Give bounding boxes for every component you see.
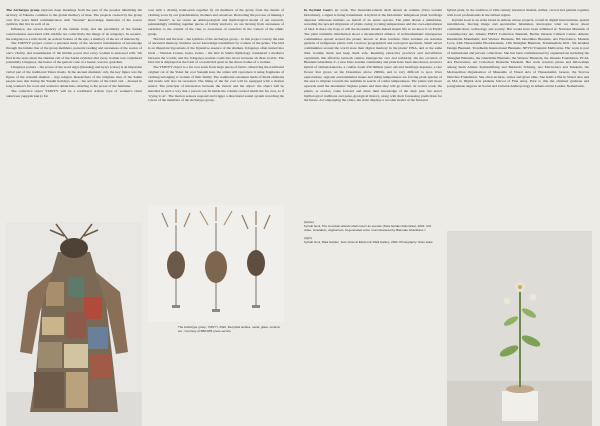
figure-caption: The Archetype group, YMNYY, 2022, Recycled textiles, metal, glass, ceramic etc., Courtesy of BBCH55 press service [178,325,281,333]
paragraph: Influence, the sacred memory of the female body, and the peculiarity of the female consciousness associated with wildlife are collectively the image of an udagança. In esoteric, the udagança is a relic motif, an archaic feature of the epic, a memory of the era of matriarchy. [6,27,142,41]
lead-heading: In Kyriaki Goni [304,8,331,12]
caption-label: (right) [304,236,312,240]
paragraph: Kyriaki Goni is an artist based in Athens whose projects, rooted in digital interventions, spatial installations, moving image and speculative fabulation, interrogate what we know about communication, technology and society. Her works have been exhibited at: National Museum of Contemporary Art, Athens; EMST Collection Telekom, Berlin; Onassis Cultural Centre, Athens; Kunsthalle Mannheim; 2nd Warsaw Biennale, 8th Gherdëina Biennale, Ars Electronica, Modern Love, 24th Thessaloniki Photobiennale, 13th Shanghai Biennale, Transmediale 2021, 5th Istanbul Design Biennial, Trondheim International Biennale, NEVO Triennial Melbourne. Her work is part of institutional and private collections. She has been commissioned by organisations including the Shanghai Biennale, the Gherdëina Biennale, the Warsaw Biennale, the Onassis Foundation, PCAI, Ars Electronica, Art Collection Deutsche Telekom. Her work receives prizes and fellowships among them Allianz Kulturstiftung and Bernardo Schiwig, Ars Electronica and Telekom, the Metropolitan Organisation of Museums of Visual Arts of Thessaloniki, Greece, the Stavros Niarchos Foundation. She often lectures, writes and gives talks. She holds a BA in Visual Arts and an MA in Digital Arts (Athens School of Fine Arts). Prior to this she obtained graduate and postgraduate degrees on Social and Cultural Anthropology in Athens and in Leiden, Netherlands. [447,17,589,88]
paragraph: The bird and the nest – the symbols of the Archetype group – in this project convey the idea of ancestral memory, intuitive secret knowledge transmitted by women of the genus. The bird is an important hypostasis of the figurative essence of the shaman. Udagança often turned into birds – Siberian Cranes, loons, swans – the bird in Sakha mythology considered a mediator between the worlds; and the Udagança-woman could also move between all three worlds. The bird cult is displayed in the form of a totem bird spirit in the ritual clothes of a woman. [148,36,284,65]
bird-objects-illustration [148,205,284,322]
bird-objects-photo [148,205,284,322]
paragraph: hybrid plant, in the tradition of 19th-century botanical models, milled, carved and painted together with local professionals in the Ortisei region. [447,8,589,17]
paragraph-text: explores deep meanings from the past of the peoples inhabiting the territory of Yakutia, common to the global memory of man. The projects created by the group over five years build communication with “internal” knowledge, memories of the source symbols that live in each of us. [6,8,142,27]
caption-below [304,220,434,232]
paragraph [6,8,142,27]
data-garden-photo [447,231,592,426]
lead-heading: The Archetype group [6,8,40,12]
figure-captions [304,220,434,248]
plant-model-illustration [447,231,592,426]
text-column-3 [304,8,442,208]
fur-coat-illustration [6,222,142,426]
paragraph: Udagança posters – the power of the word algys (blessing) and kyrys (curse) is an important verbal part of the traditional Yakut rituals. In the ancient shamanic cult, the key figure was the figure of the celestial shaman – aiyy udagan. Researchers of the religious rites of the Sakha people note that during the Yesekh holidays, men – the servants of the tribal cult – dressed in long women’s fur coats and women’s dabak hats, referring to the power of the feminine. [6,65,142,88]
paragraph: The YMNYY object is a fur coat sewn from large pieces of fabric. Observing the traditional original cut of the Yakut fur coat Sanajah kun, the artists will reproduce it using fragments of clothing belonging to women of their family. The traditional ornament made of metal elements and beads will also be recreated. The lining of the fur coat will be equipped with a motion sensor. The principle of interaction between the viewer and the object: the object will be installed in such a way that a person can fit inside the volume created inside the fur coat, as if ‘trying it on’. The motion sensors respond and trigger a directional sound system recording the voices of the members of the Archetype group. [148,65,284,103]
caption-text: Kyriaki Goni, The mountain-islands shall mourn an eremite (Taxa Garden Dolomites), 2022, CGI video, simulation, original text, AI generated voice. Commissioned by Biennale Gherdëina ∞ [304,224,432,232]
paragraph: The collective object YMNYY will be a traditional archaic type of women’s ritual outerwear yeppyah kun (a fur [6,88,142,98]
text-column-2 [148,8,284,208]
paragraph [304,8,442,103]
caption-text: Kyriaki Goni, Data Garden, Solo show at Electronic Walk Gallery, 2022. Photography: Giles Liske [304,240,433,244]
text-column-4 [447,8,589,234]
paragraph: The YMNYY project covers a personal study of the ancestral transmission of knowledge through the female line of the group members, personal reading and awareness of the source of one’s vitality, and transmission of the hidden power that every woman is endowed with. We find in the texts about the shaman call of the Sakha evidence that every woman was considered potentially Udagança, the bearer of the genetic code of a healer, warrior, guardian. [6,41,142,65]
caption-right [304,236,434,244]
text-column-1 [6,8,142,216]
caption-label: (below) [304,220,314,224]
fur-coat-photo [6,222,142,426]
paragraph-text: ’s art work, The mountain-islands shall mourn an eremite (Taxa Garden Dolomites), a signal is being transmitted. A hybrid of the Dolomites’ indigenous plant Saxifraga depressa addresses humans on behalf of its entire species. The plant shares a simulation, revealing the upward migration of plants owing to rising temperatures and the over-exploitation of land. Is there any hope or will the mountain islands indeed mourn life as we know it on Earth? The plant transmits information about a decentralized alliance of technoshamanic interspecies communities spread around the planet, known as Data Gardens. Data Gardens are stateless gardens of indigenous plants with a narrow geographical and ecological spectrum. Small server communities around the world store their digital memory in the plants’ DNA, and at the same time worship them and keep them safe. Resisting extractive practices and surveillance capitalism, this affective network centres interspecies care and solidarity. On the occasion of Biennale Gherdëina ∞, a new Data Garden community and plant have been introduced, around a hybrid of Ortisei/Annorda, a conifer fossil 250 million years old and Saxifraga depressa, a rare flower that grows on the Dolomites above 2000m, and is very difficult to spot. Over explorations, regional environmental issues and rising temperatures are forcing plant species of the area to migrate towards the summits in search of colder temperatures. The plants will move upwards until the mountains’ highest points and then they will go extinct. In Goni’s work, the plants, as oracles, come forward and share their knowledge of the deep past, the area’s mythological traditions and paleo-geological history, along with their foreseeing predictions for the future. Accompanying the video, the artist displays a wooden model of the fictional [304,8,442,103]
paragraph: coat with a charm), hand-sewn together by all members of the group from the details of clothing worn by our grandmothers, mothers and ourselves. Recreating the process of making a ritual “dream”, as we create an anthropological and mythological model of our research, painstakingly stitching together pieces of family artefacts, we are moving from awareness of ourselves to the content of the clan, to awareness of ourselves in the context of the ethnic group. [148,8,284,36]
